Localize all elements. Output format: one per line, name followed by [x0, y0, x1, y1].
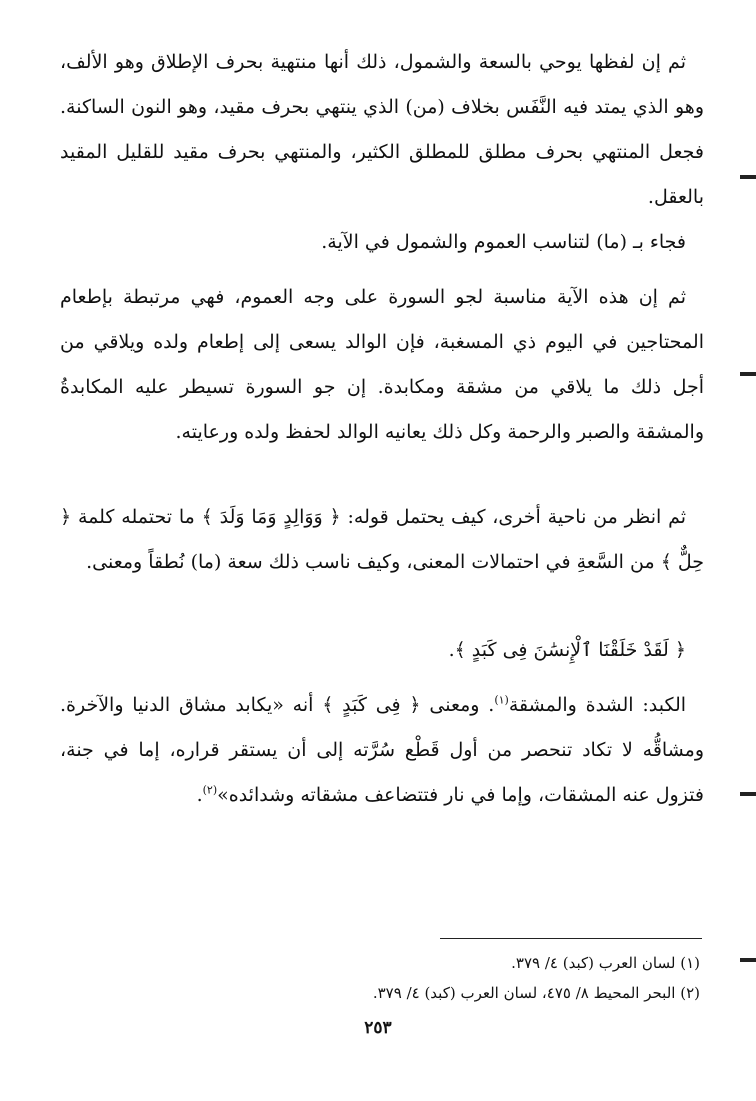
paragraph-text: ثم إن هذه الآية مناسبة لجو السورة على وجه العموم، فهي مرتبطة بإطعام المحتاجين في اليوم ذي المسغبة، فإن الوالد يسعى إلى إطعام ولده ويلاقي من أجل ذلك ما يلاقي من مشقة ومكابدة. إن جو السورة تسيطر عليه المكابدةُ والمشقة والصبر والرحمة وكل ذلك يعانيه الوالد لحفظ ولده ورعايته. — [60, 286, 704, 443]
paragraph-ma-summary — [60, 220, 704, 265]
paragraph-text: ثم إن لفظها يوحي بالسعة والشمول، ذلك أنها منتهية بحرف الإطلاق وهو الألف، وهو الذي يمتد فيه النَّفَس بخلاف (من) الذي ينتهي بحرف مقيد، وهو النون الساكنة. فجعل المنتهي بحرف مطلق للمطلق الكثير، والمنتهي بحرف مقيد للقليل المقيد بالعقل. — [60, 51, 704, 208]
footnote-2: (٢) البحر المحيط ٨/ ٤٧٥، لسان العرب (كبد) ٤/ ٣٧٩. — [372, 984, 700, 1002]
scan-edge-mark — [740, 175, 756, 179]
paragraph-lafz — [60, 40, 704, 220]
paragraph-text — [60, 495, 704, 585]
quran-quote: ﴿ وَوَالِدٍ وَمَا وَلَدَ ﴾ — [201, 506, 341, 528]
quran-verse: ﴿ لَقَدْ خَلَقْنَا ٱلْإِنسَٰنَ فِى كَبَدٍ ﴾ — [454, 639, 686, 661]
paragraph-text — [60, 683, 704, 818]
footnote-1: (١) لسان العرب (كبد) ٤/ ٣٧٩. — [511, 954, 700, 972]
scan-edge-mark — [740, 958, 756, 962]
text-run: أنه «يكابد مشاق الدنيا والآخرة. ومشاقُّه لا تكاد تنحصر من أول قَطْع سُرَّته إلى أن يستقر قراره، إما في جنة، فتزول عنه المشقات، وإما في نار فتتضاعف مشقاته وشدائده» — [60, 694, 704, 806]
paragraph-kabad — [60, 683, 704, 818]
page-number: ٢٥٣ — [364, 1018, 392, 1038]
paragraph-text: فجاء بـ (ما) لتناسب العموم والشمول في الآية. — [321, 231, 686, 253]
footnote-divider — [440, 938, 702, 939]
text-run: ما تحتمله كلمة — [77, 506, 195, 528]
quran-quote: ﴿ حِلٌّ ﴾ — [60, 506, 704, 573]
text-run: من السَّعةِ في احتمالات المعنى، وكيف ناسب ذلك سعة (ما) نُطقاً ومعنى. — [86, 551, 655, 573]
scan-edge-mark — [740, 792, 756, 796]
text-run: ثم انظر من ناحية أخرى، كيف يحتمل قوله: — [347, 506, 687, 528]
quran-quote: ﴿ فِى كَبَدٍ ﴾ — [322, 694, 421, 716]
text-run: . ومعنى — [429, 694, 495, 716]
text-run: . — [196, 784, 203, 806]
paragraph-text — [60, 628, 704, 673]
text-run: الكبد: الشدة والمشقة — [508, 694, 687, 716]
text-run: . — [448, 639, 455, 661]
scan-edge-mark — [740, 372, 756, 376]
verse-heading — [60, 628, 704, 673]
paragraph-context — [60, 275, 704, 455]
paragraph-other-angle — [60, 495, 704, 585]
footnote-ref: (٢) — [202, 783, 218, 797]
footnote-ref: (١) — [494, 693, 509, 707]
